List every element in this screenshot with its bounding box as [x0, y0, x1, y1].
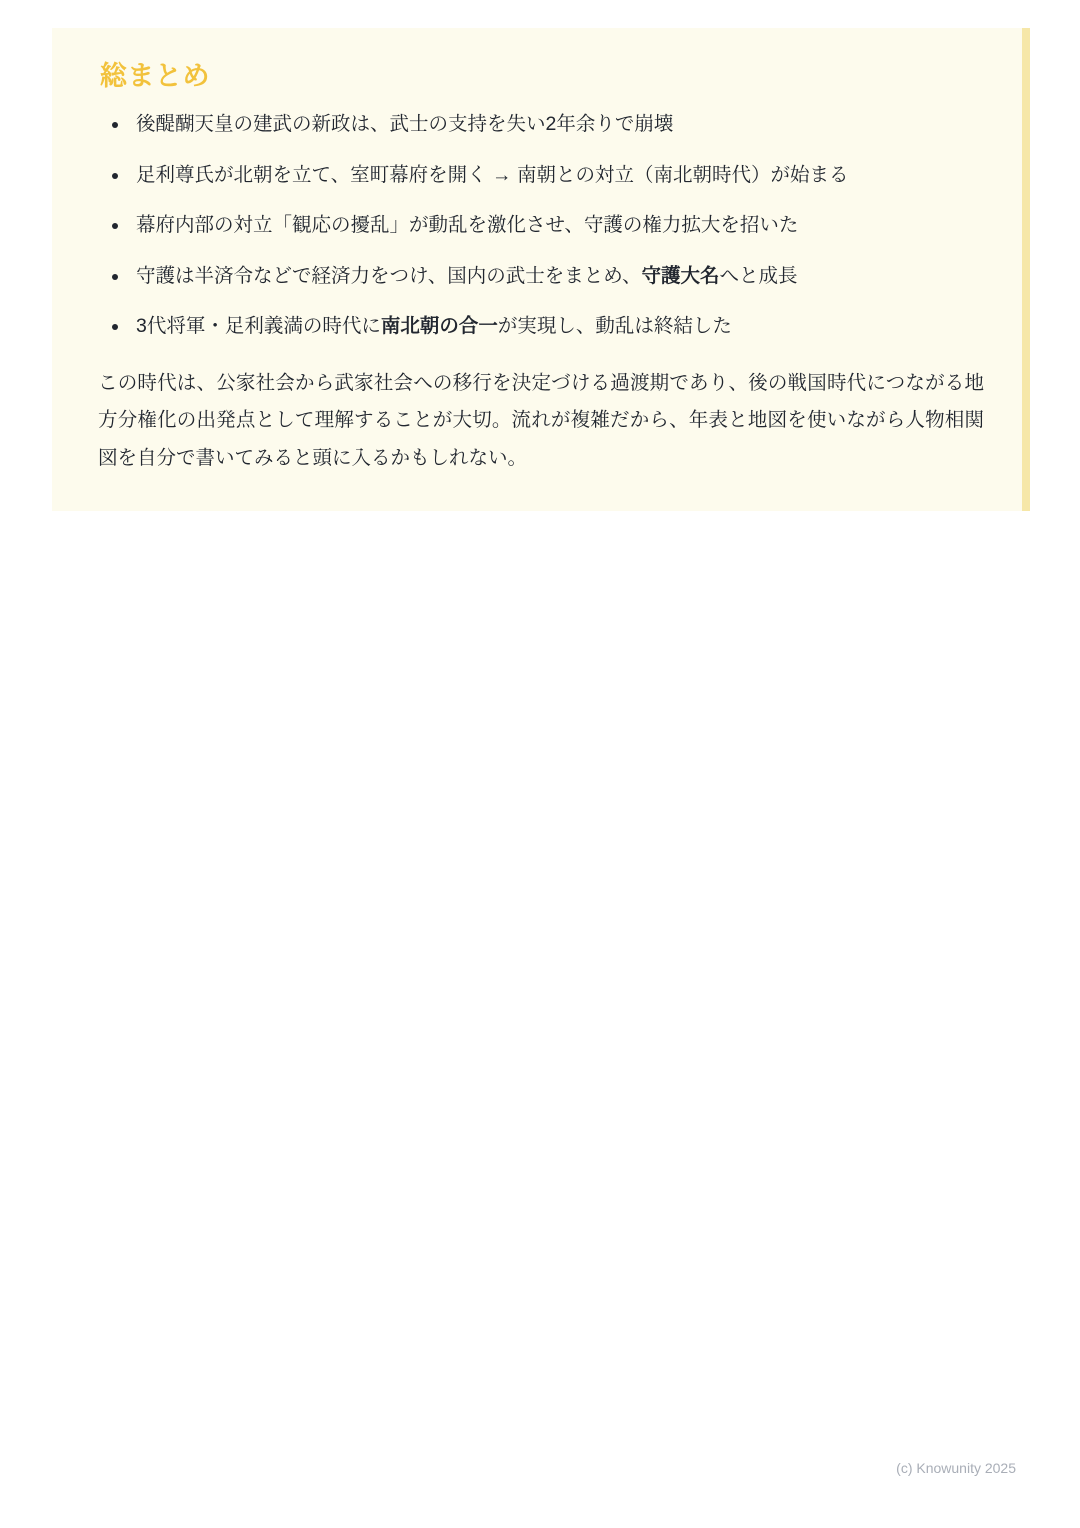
bullet-keyword: 守護大名	[641, 264, 720, 287]
list-item	[98, 261, 984, 293]
bullet-text: 3代将軍・足利義満の時代に	[136, 315, 381, 338]
bullet-keyword: 南北朝の合一	[380, 315, 498, 338]
summary-bullet-list	[98, 109, 984, 343]
bullet-text: 後醍醐天皇の建武の新政は、武士の支持を失い2年余りで崩壊	[136, 113, 674, 135]
bullet-text-tail: が実現し、動乱は終結した	[497, 315, 732, 338]
bullet-text-tail: へと成長	[719, 264, 798, 287]
summary-card	[52, 28, 1030, 511]
page-title: 総まとめ	[100, 61, 210, 91]
bullet-text: 守護は半済令などで経済力をつけ、国内の武士をまとめ、	[136, 264, 642, 287]
bullet-text: 足利尊氏が北朝を立て、室町幕府を開く → 南朝との対立（南北朝時代）が始まる	[136, 163, 849, 186]
list-item	[98, 160, 984, 192]
list-item	[98, 210, 984, 242]
bullet-text: 幕府内部の対立「観応の擾乱」が動乱を激化させ、守護の権力拡大を招いた	[136, 214, 799, 237]
list-item	[98, 311, 984, 343]
list-item	[98, 109, 984, 141]
footer-credit: (c) Knowunity 2025	[896, 1460, 1016, 1476]
closing-paragraph: この時代は、公家社会から武家社会への移行を決定づける過渡期であり、後の戦国時代につながる地方分権化の出発点として理解することが大切。流れが複雑だから、年表と地図を使いながら人物相関図を自分で書いてみると頭に入るかもしれない。	[98, 371, 984, 469]
card-accent-bar	[1022, 28, 1030, 511]
